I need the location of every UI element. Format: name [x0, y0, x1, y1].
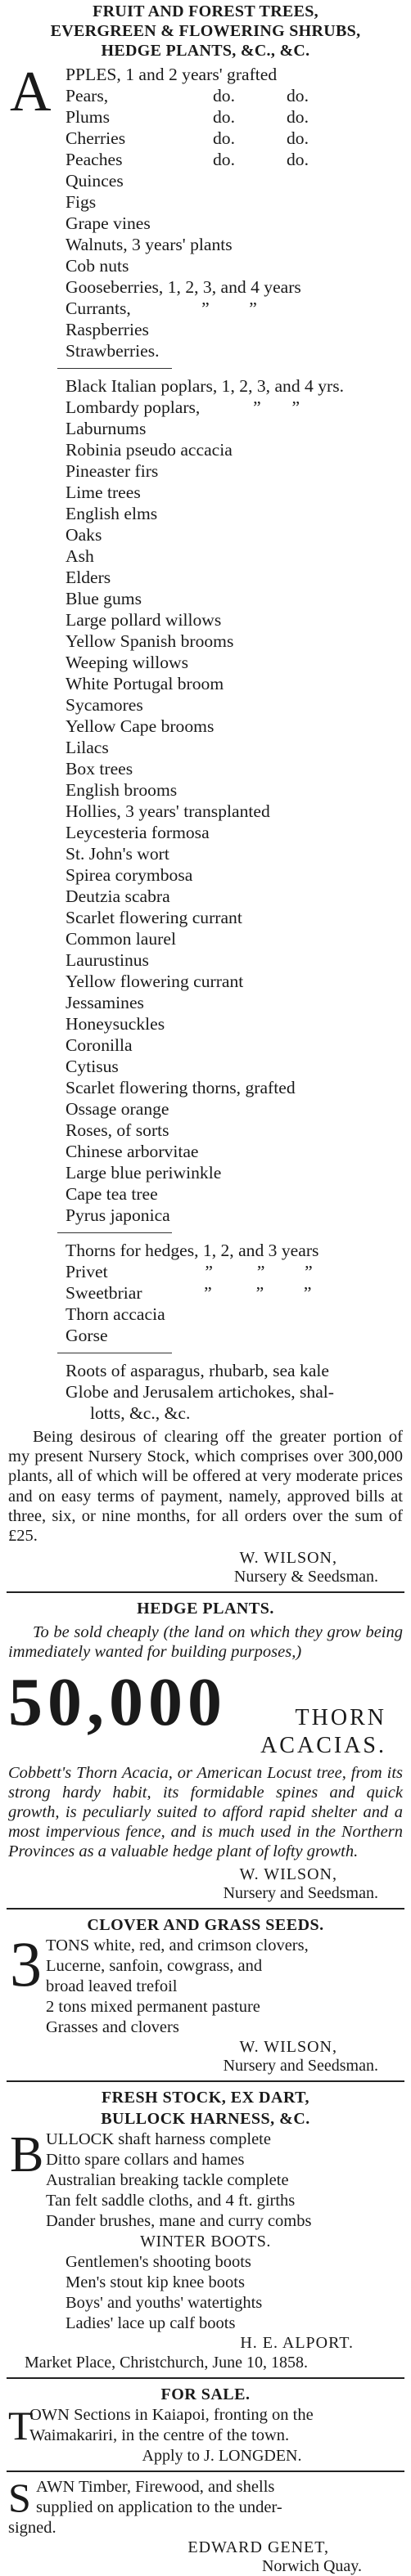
signature-title: Nursery & Seedsman.: [233, 1568, 378, 1586]
list-item: Currants, ” ”: [65, 298, 257, 318]
list-item: Hollies, 3 years' transplanted: [65, 801, 270, 821]
ad-divider: [7, 2080, 404, 2082]
bullock-harness-ad: [0, 2087, 411, 2372]
heading-line: EVERGREEN & FLOWERING SHRUBS,: [50, 22, 361, 40]
list-item: Figs: [65, 192, 97, 212]
list-item: Lucerne, sanfoin, cowgrass, and: [46, 1956, 263, 1975]
list-item: Spirea corymbosa: [65, 865, 193, 885]
list-item: Deutzia scabra: [65, 886, 170, 906]
list-item: Robinia pseudo accacia: [65, 440, 233, 460]
ad-divider: [7, 1591, 404, 1593]
hedge-body: Cobbett's Thorn Acacia, or American Locust tree, from its strong hardy habit, its formidable spines and quick growth, is peculiarly suited to afford rapid shelter and a most impervious fence, and is much used in the Northern Provinces as a valuable hedge plant of lofty growth.: [8, 1763, 403, 1861]
list-item: Cob nuts: [65, 256, 129, 276]
list-item: Pineaster firs: [65, 461, 159, 481]
signature-title: Nursery and Seedsman.: [223, 2056, 378, 2075]
ad-heading: HEDGE PLANTS.: [137, 1600, 274, 1618]
list-item: Gentlemen's shooting boots: [65, 2252, 251, 2271]
list-item: Laurustinus: [65, 950, 149, 970]
hedge-plants-ad: [0, 1598, 411, 1902]
list-item: Men's stout kip knee boots: [65, 2273, 245, 2291]
list-item: Scarlet flowering currant: [65, 908, 242, 927]
boots-list: [0, 2252, 411, 2334]
list-item: Globe and Jerusalem artichokes, shal-: [65, 1382, 334, 1402]
list-item: Cape tea tree: [65, 1184, 158, 1204]
list-item: Boys' and youths' watertights: [65, 2293, 263, 2312]
list-item: Elders: [65, 568, 111, 587]
list-item: Plums do. do.: [65, 107, 309, 127]
list-item: Box trees: [65, 759, 133, 779]
list-item: Quinces: [65, 171, 124, 191]
list-item: Dander brushes, mane and curry combs: [46, 2211, 312, 2230]
list-item: signed.: [8, 2518, 56, 2537]
list-item: Coronilla: [65, 1035, 133, 1055]
winter-boots-heading: WINTER BOOTS.: [140, 2232, 271, 2251]
list-item: Thorns for hedges, 1, 2, and 3 years: [65, 1241, 319, 1260]
sale-text: [0, 2402, 411, 2448]
list-item: Large blue periwinkle: [65, 1163, 222, 1183]
list-item: Tan felt saddle cloths, and 4 ft. girths: [46, 2191, 296, 2210]
ad-divider: [7, 2377, 404, 2379]
for-sale-ad: [0, 2384, 411, 2466]
list-item: Cherries do. do.: [65, 128, 309, 148]
list-item: OWN Sections in Kaiapoi, fronting on the: [29, 2405, 314, 2424]
tree-list: [0, 375, 411, 1226]
ad-heading: FRESH STOCK, EX DART,: [101, 2088, 310, 2107]
list-item: Laburnums: [65, 419, 147, 438]
list-item: English elms: [65, 504, 158, 523]
list-item: Large pollard willows: [65, 610, 222, 630]
signature-title: Nursery and Seedsman.: [223, 1883, 378, 1902]
signature-name: W. WILSON,: [239, 1549, 337, 1568]
signature-name: W. WILSON,: [239, 1865, 337, 1883]
separator-rule: [57, 1232, 172, 1233]
heading-line: FRUIT AND FOREST TREES,: [93, 2, 318, 20]
quantity-display: [0, 1663, 411, 1760]
list-item: broad leaved trefoil: [46, 1977, 178, 1995]
drop-cap: B: [10, 2126, 44, 2183]
dateline: Market Place, Christchurch, June 10, 1858.: [25, 2353, 309, 2372]
list-item: Oaks: [65, 525, 102, 545]
list-item: ULLOCK shaft harness complete: [46, 2129, 271, 2148]
list-item: Ladies' lace up calf boots: [65, 2313, 236, 2332]
list-item: Sycamores: [65, 695, 143, 715]
ad-heading: FOR SALE.: [160, 2385, 251, 2403]
list-item: English brooms: [65, 780, 178, 800]
list-item: Gooseberries, 1, 2, 3, and 4 years: [65, 277, 301, 297]
list-item: Grape vines: [65, 213, 151, 233]
list-item: PPLES, 1 and 2 years' grafted: [65, 65, 278, 84]
roots-list: [0, 1360, 411, 1424]
list-item: Privet ” ” ”: [65, 1262, 313, 1281]
list-item: Roots of asparagus, rhubarb, sea kale: [65, 1361, 330, 1380]
list-item: Peaches do. do.: [65, 150, 309, 169]
list-item: Gorse: [65, 1326, 108, 1345]
timber-text: [0, 2474, 411, 2538]
heading-line: HEDGE PLANTS, &C., &C.: [101, 42, 310, 60]
list-item: Weeping willows: [65, 653, 188, 672]
drop-cap: 3: [10, 1928, 42, 1999]
list-item: 2 tons mixed permanent pasture: [46, 1997, 260, 2016]
ad-heading: CLOVER AND GRASS SEEDS.: [87, 1915, 324, 1934]
list-item: Sweetbriar ” ” ”: [65, 1283, 312, 1303]
ad-heading: BULLOCK HARNESS, &C.: [101, 2109, 310, 2128]
list-item: Waimakariri, in the centre of the town.: [29, 2426, 290, 2444]
drop-cap: T: [8, 2402, 34, 2448]
list-item: Cytisus: [65, 1057, 119, 1076]
list-item: St. John's wort: [65, 844, 169, 864]
nursery-body: Being desirous of clearing off the greater portion of my present Nursery Stock, which comprises over 300,000 plants, all of which will be offered at very moderate prices and on easy terms of payment, namely, approved bills at three, six, or nine months, for all orders over the sum of £25.: [8, 1428, 403, 1546]
apply-line: Apply to J. LONGDEN.: [142, 2446, 302, 2465]
list-item: Blue gums: [65, 589, 142, 608]
list-item: Australian breaking tackle complete: [46, 2170, 289, 2189]
ad-divider: [7, 1908, 404, 1910]
list-item: Ditto spare collars and hames: [46, 2150, 245, 2169]
list-item: TONS white, red, and crimson clovers,: [46, 1936, 309, 1954]
hedge-intro: To be sold cheaply (the land on which they grow being immediately wanted for building purposes,): [8, 1623, 403, 1662]
list-item: Strawberries.: [65, 341, 160, 361]
hedge-list: [0, 1240, 411, 1346]
list-item: AWN Timber, Firewood, and shells: [36, 2477, 275, 2496]
list-item: lotts, &c., &c.: [90, 1403, 191, 1423]
quantity-word: THORN: [295, 1704, 386, 1730]
quantity-word: ACACIAS.: [260, 1732, 386, 1758]
quantity-number: 50,000: [8, 1663, 227, 1740]
list-item: Lombardy poplars, ” ”: [65, 397, 300, 417]
list-item: Jessamines: [65, 993, 144, 1012]
list-item: White Portugal broom: [65, 674, 224, 693]
fruit-list: [0, 61, 411, 361]
list-item: Walnuts, 3 years' plants: [65, 235, 233, 254]
list-item: Pears, do. do.: [65, 86, 309, 105]
list-item: Yellow Cape brooms: [65, 716, 215, 736]
signature-place: Norwich Quay.: [261, 2556, 362, 2575]
list-item: Lime trees: [65, 482, 141, 502]
separator-rule: [57, 368, 172, 369]
list-item: Thorn accacia: [65, 1304, 165, 1324]
list-item: Ash: [65, 546, 94, 566]
list-item: Pyrus japonica: [65, 1205, 170, 1225]
signature-name: EDWARD GENET,: [187, 2538, 329, 2556]
list-item: Chinese arborvitae: [65, 1142, 199, 1161]
list-item: Yellow flowering currant: [65, 972, 244, 991]
drop-cap: S: [8, 2474, 31, 2520]
ad-divider: [7, 2471, 404, 2472]
sawn-timber-ad: [0, 2474, 411, 2576]
list-item: Roses, of sorts: [65, 1120, 169, 1140]
list-item: supplied on application to the under-: [36, 2497, 282, 2516]
clover-seeds-ad: [0, 1914, 411, 2076]
list-item: Raspberries: [65, 320, 149, 339]
list-item: Scarlet flowering thorns, grafted: [65, 1078, 296, 1097]
signature-name: W. WILSON,: [239, 2037, 337, 2056]
harness-list: [0, 2126, 411, 2232]
list-item: Grasses and clovers: [46, 2017, 179, 2036]
signature-name: H. E. ALPORT.: [240, 2333, 354, 2352]
list-item: Lilacs: [65, 738, 109, 757]
list-item: Ossage orange: [65, 1099, 169, 1119]
nursery-heading: [0, 2, 411, 61]
list-item: Yellow Spanish brooms: [65, 631, 234, 651]
list-item: Leycesteria formosa: [65, 823, 210, 842]
list-item: Black Italian poplars, 1, 2, 3, and 4 yrs.: [65, 376, 345, 396]
list-item: Common laurel: [65, 929, 176, 949]
clover-list: [0, 1928, 411, 2038]
drop-cap: A: [10, 61, 52, 123]
list-item: Honeysuckles: [65, 1014, 165, 1034]
